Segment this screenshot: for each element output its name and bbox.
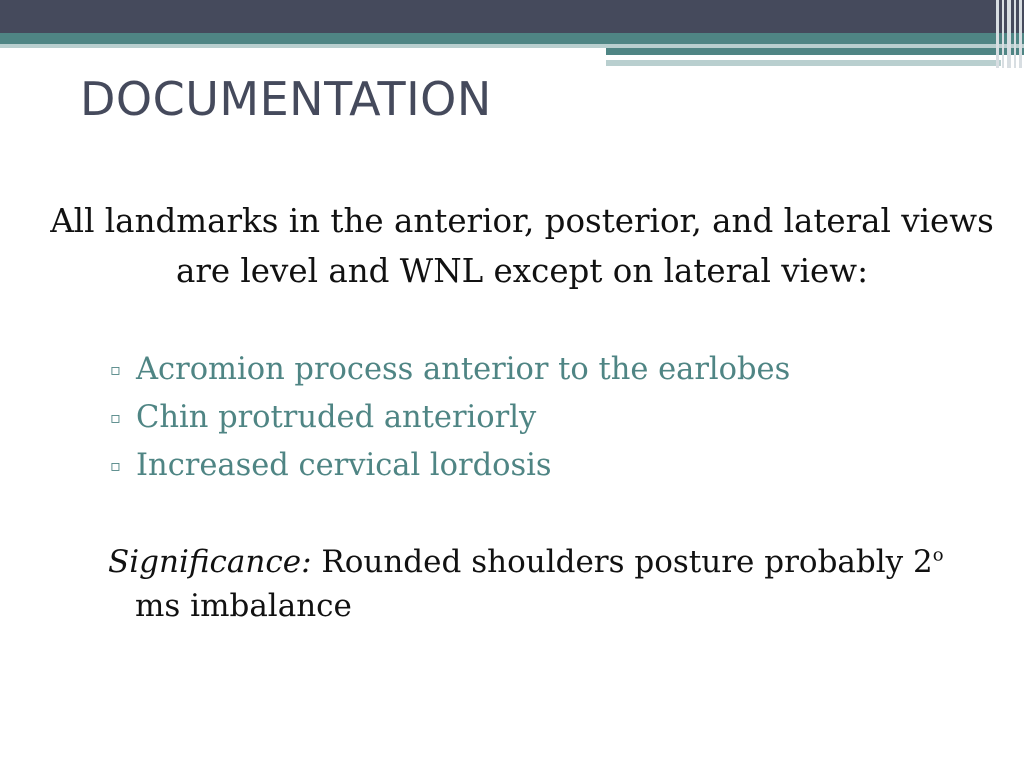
header-accent-gap bbox=[606, 55, 946, 58]
intro-paragraph: All landmarks in the anterior, posterior, and lateral views are level and WNL except on lateral view: bbox=[50, 202, 994, 290]
bullet-text: Increased cervical lordosis bbox=[136, 448, 552, 483]
header-dark-bar bbox=[0, 0, 1024, 33]
bullet-item bbox=[110, 443, 790, 491]
header-accent-step bbox=[606, 48, 1024, 55]
bullet-item bbox=[110, 347, 790, 395]
header-edge-lines bbox=[992, 0, 1024, 68]
significance-suffix: ms imbalance bbox=[135, 588, 352, 624]
slide-title: DOCUMENTATION bbox=[80, 72, 492, 126]
header-teal-bar bbox=[0, 33, 1024, 44]
significance-text: Rounded shoulders posture probably 2 bbox=[321, 544, 933, 580]
bullet-list bbox=[110, 347, 790, 491]
significance-label: Significance: bbox=[108, 544, 312, 580]
square-bullet-icon: ▫ bbox=[110, 456, 121, 475]
degree-superscript: o bbox=[932, 544, 944, 566]
square-bullet-icon: ▫ bbox=[110, 408, 121, 427]
bullet-text: Chin protruded anteriorly bbox=[136, 400, 537, 435]
header-accent-underline bbox=[606, 60, 1001, 66]
significance-paragraph bbox=[108, 540, 995, 628]
bullet-item bbox=[110, 395, 790, 443]
bullet-text: Acromion process anterior to the earlobes bbox=[136, 352, 791, 387]
square-bullet-icon: ▫ bbox=[110, 360, 121, 379]
